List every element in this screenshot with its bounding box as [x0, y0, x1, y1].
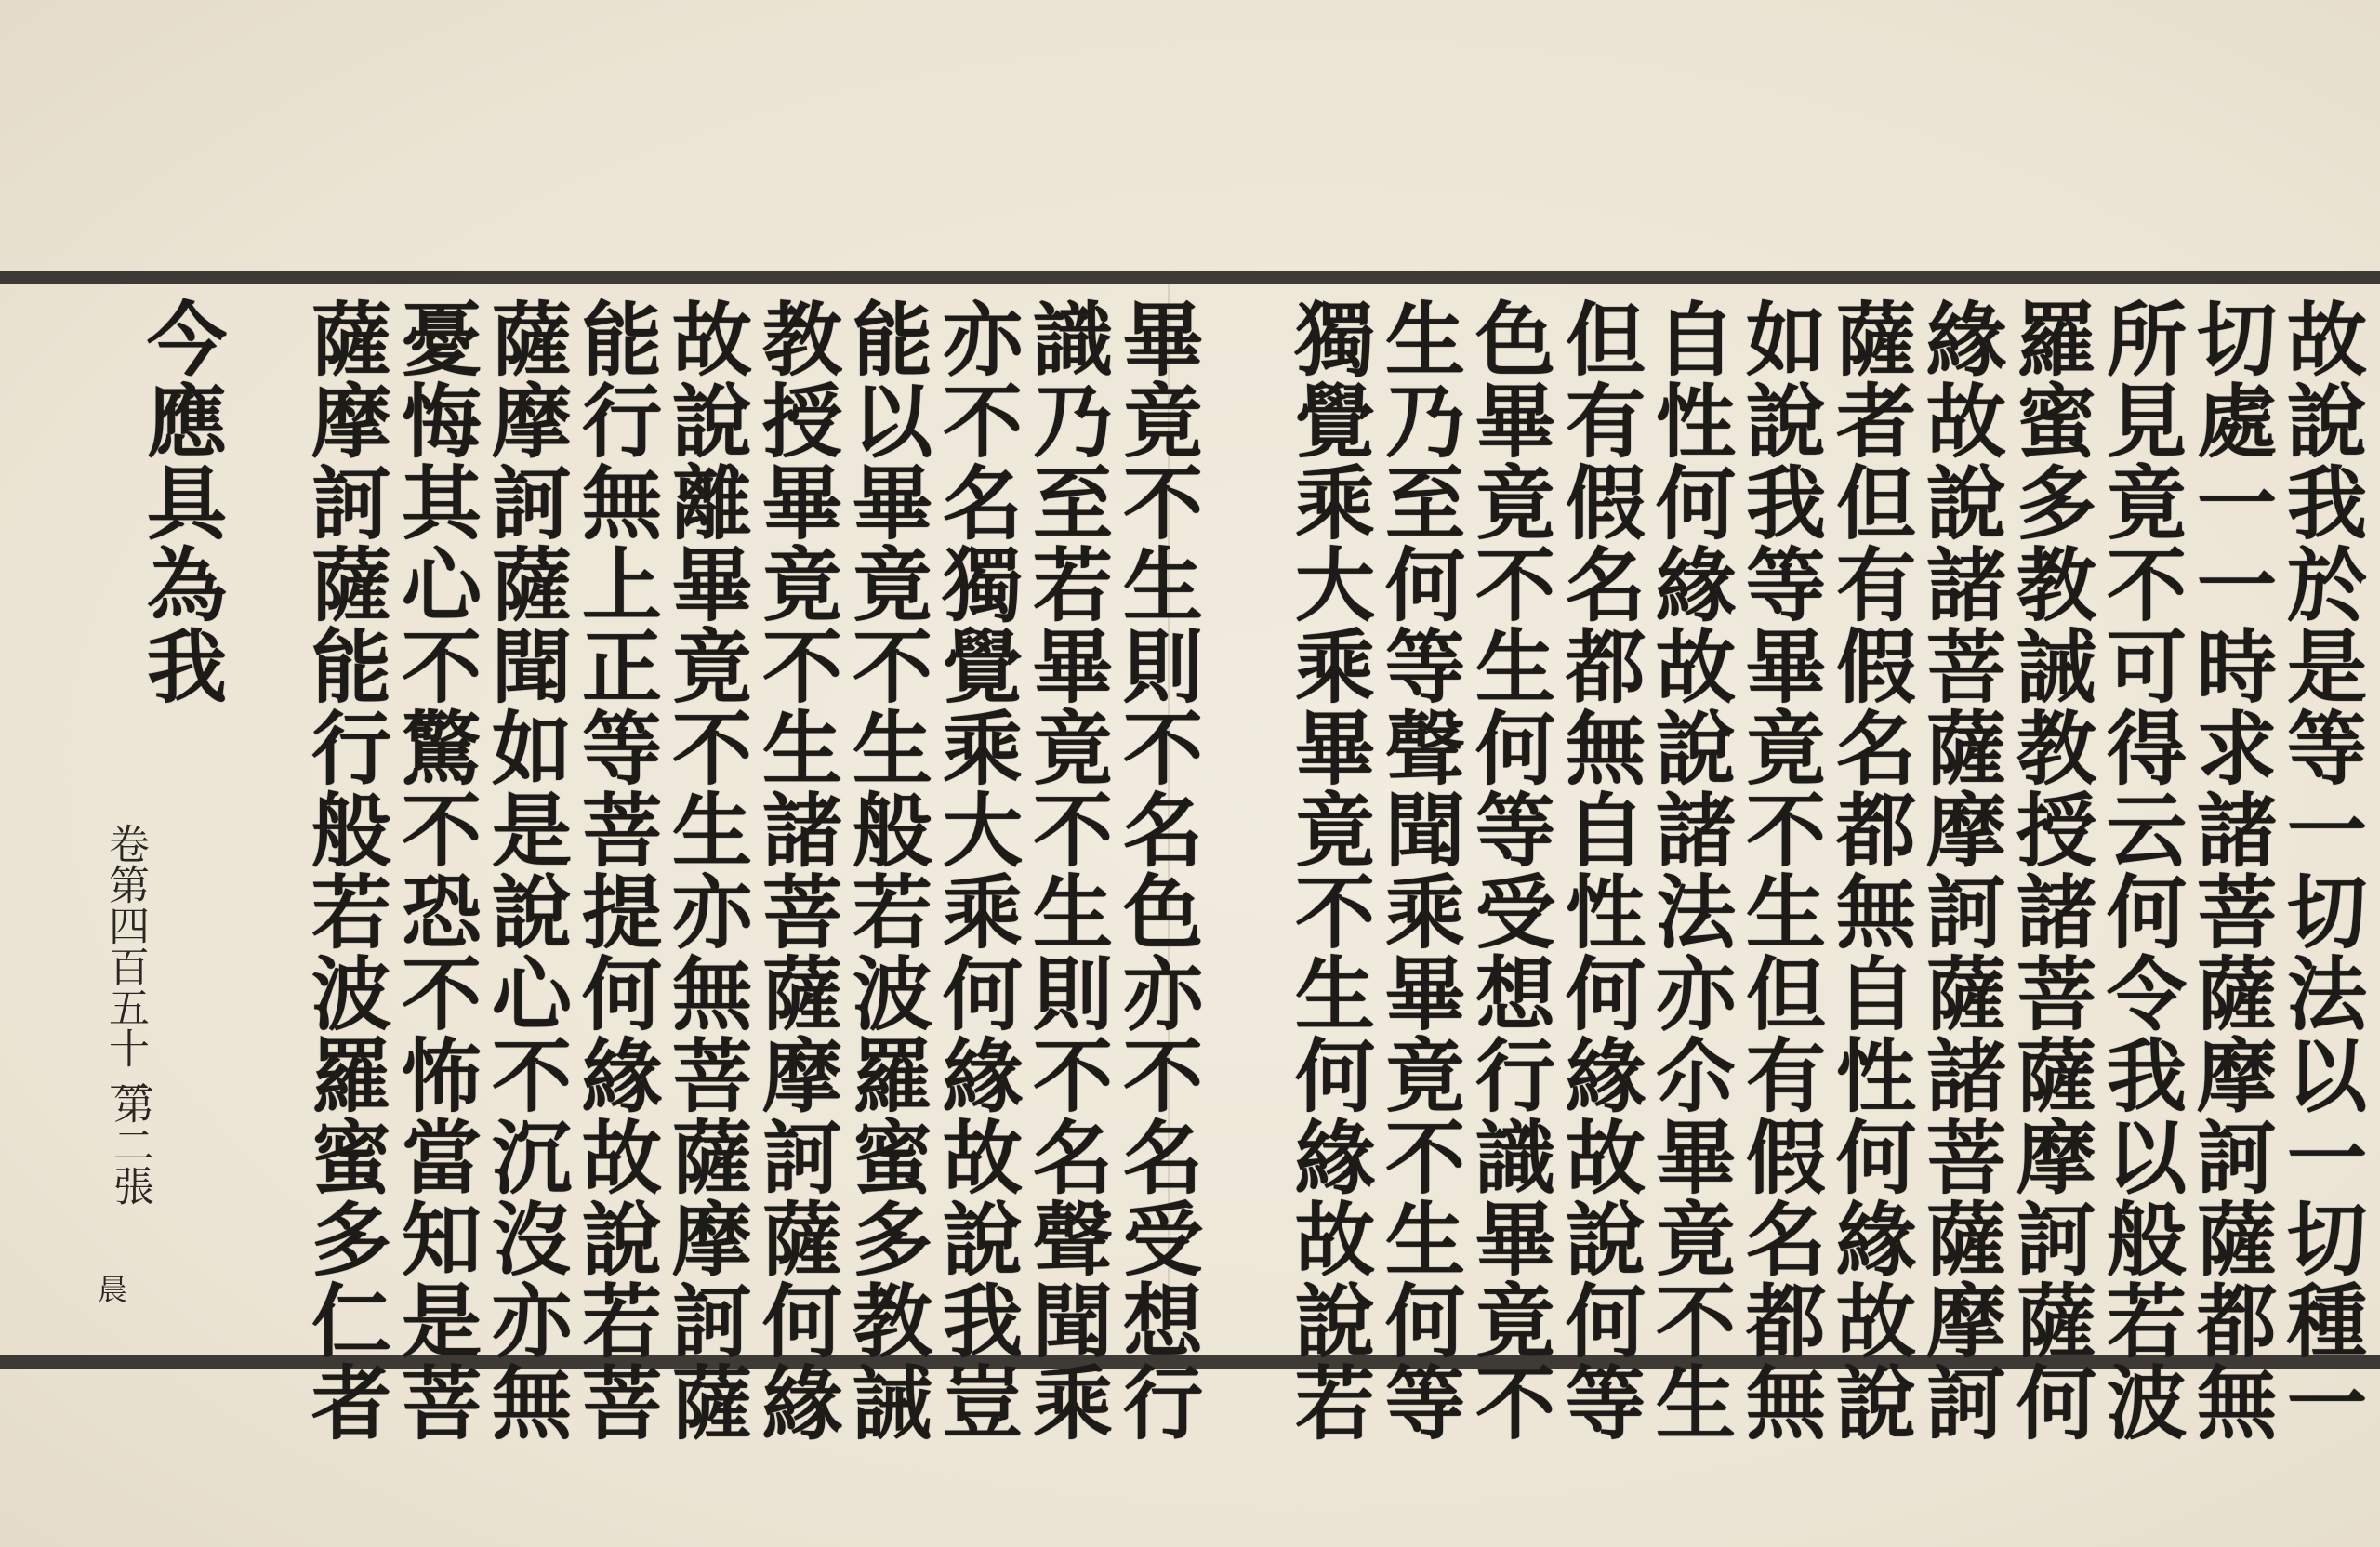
text-column-15: 亦不名獨覺乘大乘何緣故說我豈	[929, 298, 1023, 1443]
text-columns	[126, 298, 2367, 1443]
text-column-21: 憂悔其心不驚不恐不怖當知是菩	[388, 298, 482, 1443]
top-border-rule	[0, 271, 2380, 284]
text-column-19: 能行無上正等菩提何緣故說若菩	[568, 298, 662, 1443]
text-column-13: 畢竟不生則不名色亦不名受想行	[1109, 298, 1203, 1443]
text-column-10: 色畢竟不生何等受想行識畢竟不	[1461, 298, 1555, 1443]
margin-mark: 晨	[93, 1274, 128, 1303]
text-column-4: 羅蜜多教誡教授諸菩薩摩訶薩何	[2003, 298, 2096, 1443]
text-column-12: 獨覺乘大乘畢竟不生何緣故說若	[1281, 298, 1375, 1443]
text-column-22: 薩摩訶薩能行般若波羅蜜多仁者	[298, 298, 391, 1443]
text-column-1: 故說我於是等一切法以一切種一	[2273, 298, 2367, 1443]
text-column-2: 切處一一時求諸菩薩摩訶薩都無	[2183, 298, 2277, 1443]
text-column-23: 今應具為我	[133, 298, 227, 707]
text-column-16: 能以畢竟不生般若波羅蜜多教誡	[839, 298, 932, 1443]
margin-page-label: 第二張	[106, 1083, 153, 1206]
text-column-6: 薩者但有假名都無自性何緣故說	[1822, 298, 1916, 1443]
text-column-5: 緣故說諸菩薩摩訶薩諸菩薩摩訶	[1912, 298, 2006, 1443]
text-column-18: 故說離畢竟不生亦無菩薩摩訶薩	[658, 298, 752, 1443]
text-column-20: 薩摩訶薩聞如是說心不沉沒亦無	[478, 298, 572, 1443]
text-column-8: 自性何緣故說諸法亦尒畢竟不生	[1642, 298, 1736, 1443]
text-column-7: 如說我等畢竟不生但有假名都無	[1732, 298, 1826, 1443]
text-column-3: 所見竟不可得云何令我以般若波	[2093, 298, 2187, 1443]
text-column-17: 教授畢竟不生諸菩薩摩訶薩何緣	[748, 298, 842, 1443]
text-column-9: 但有假名都無自性何緣故說何等	[1552, 298, 1646, 1443]
text-column-14: 識乃至若畢竟不生則不名聲聞乘	[1019, 298, 1113, 1443]
text-column-11: 生乃至何等聲聞乘畢竟不生何等	[1371, 298, 1465, 1443]
margin-volume-label: 卷第四百五十一	[101, 823, 149, 1109]
